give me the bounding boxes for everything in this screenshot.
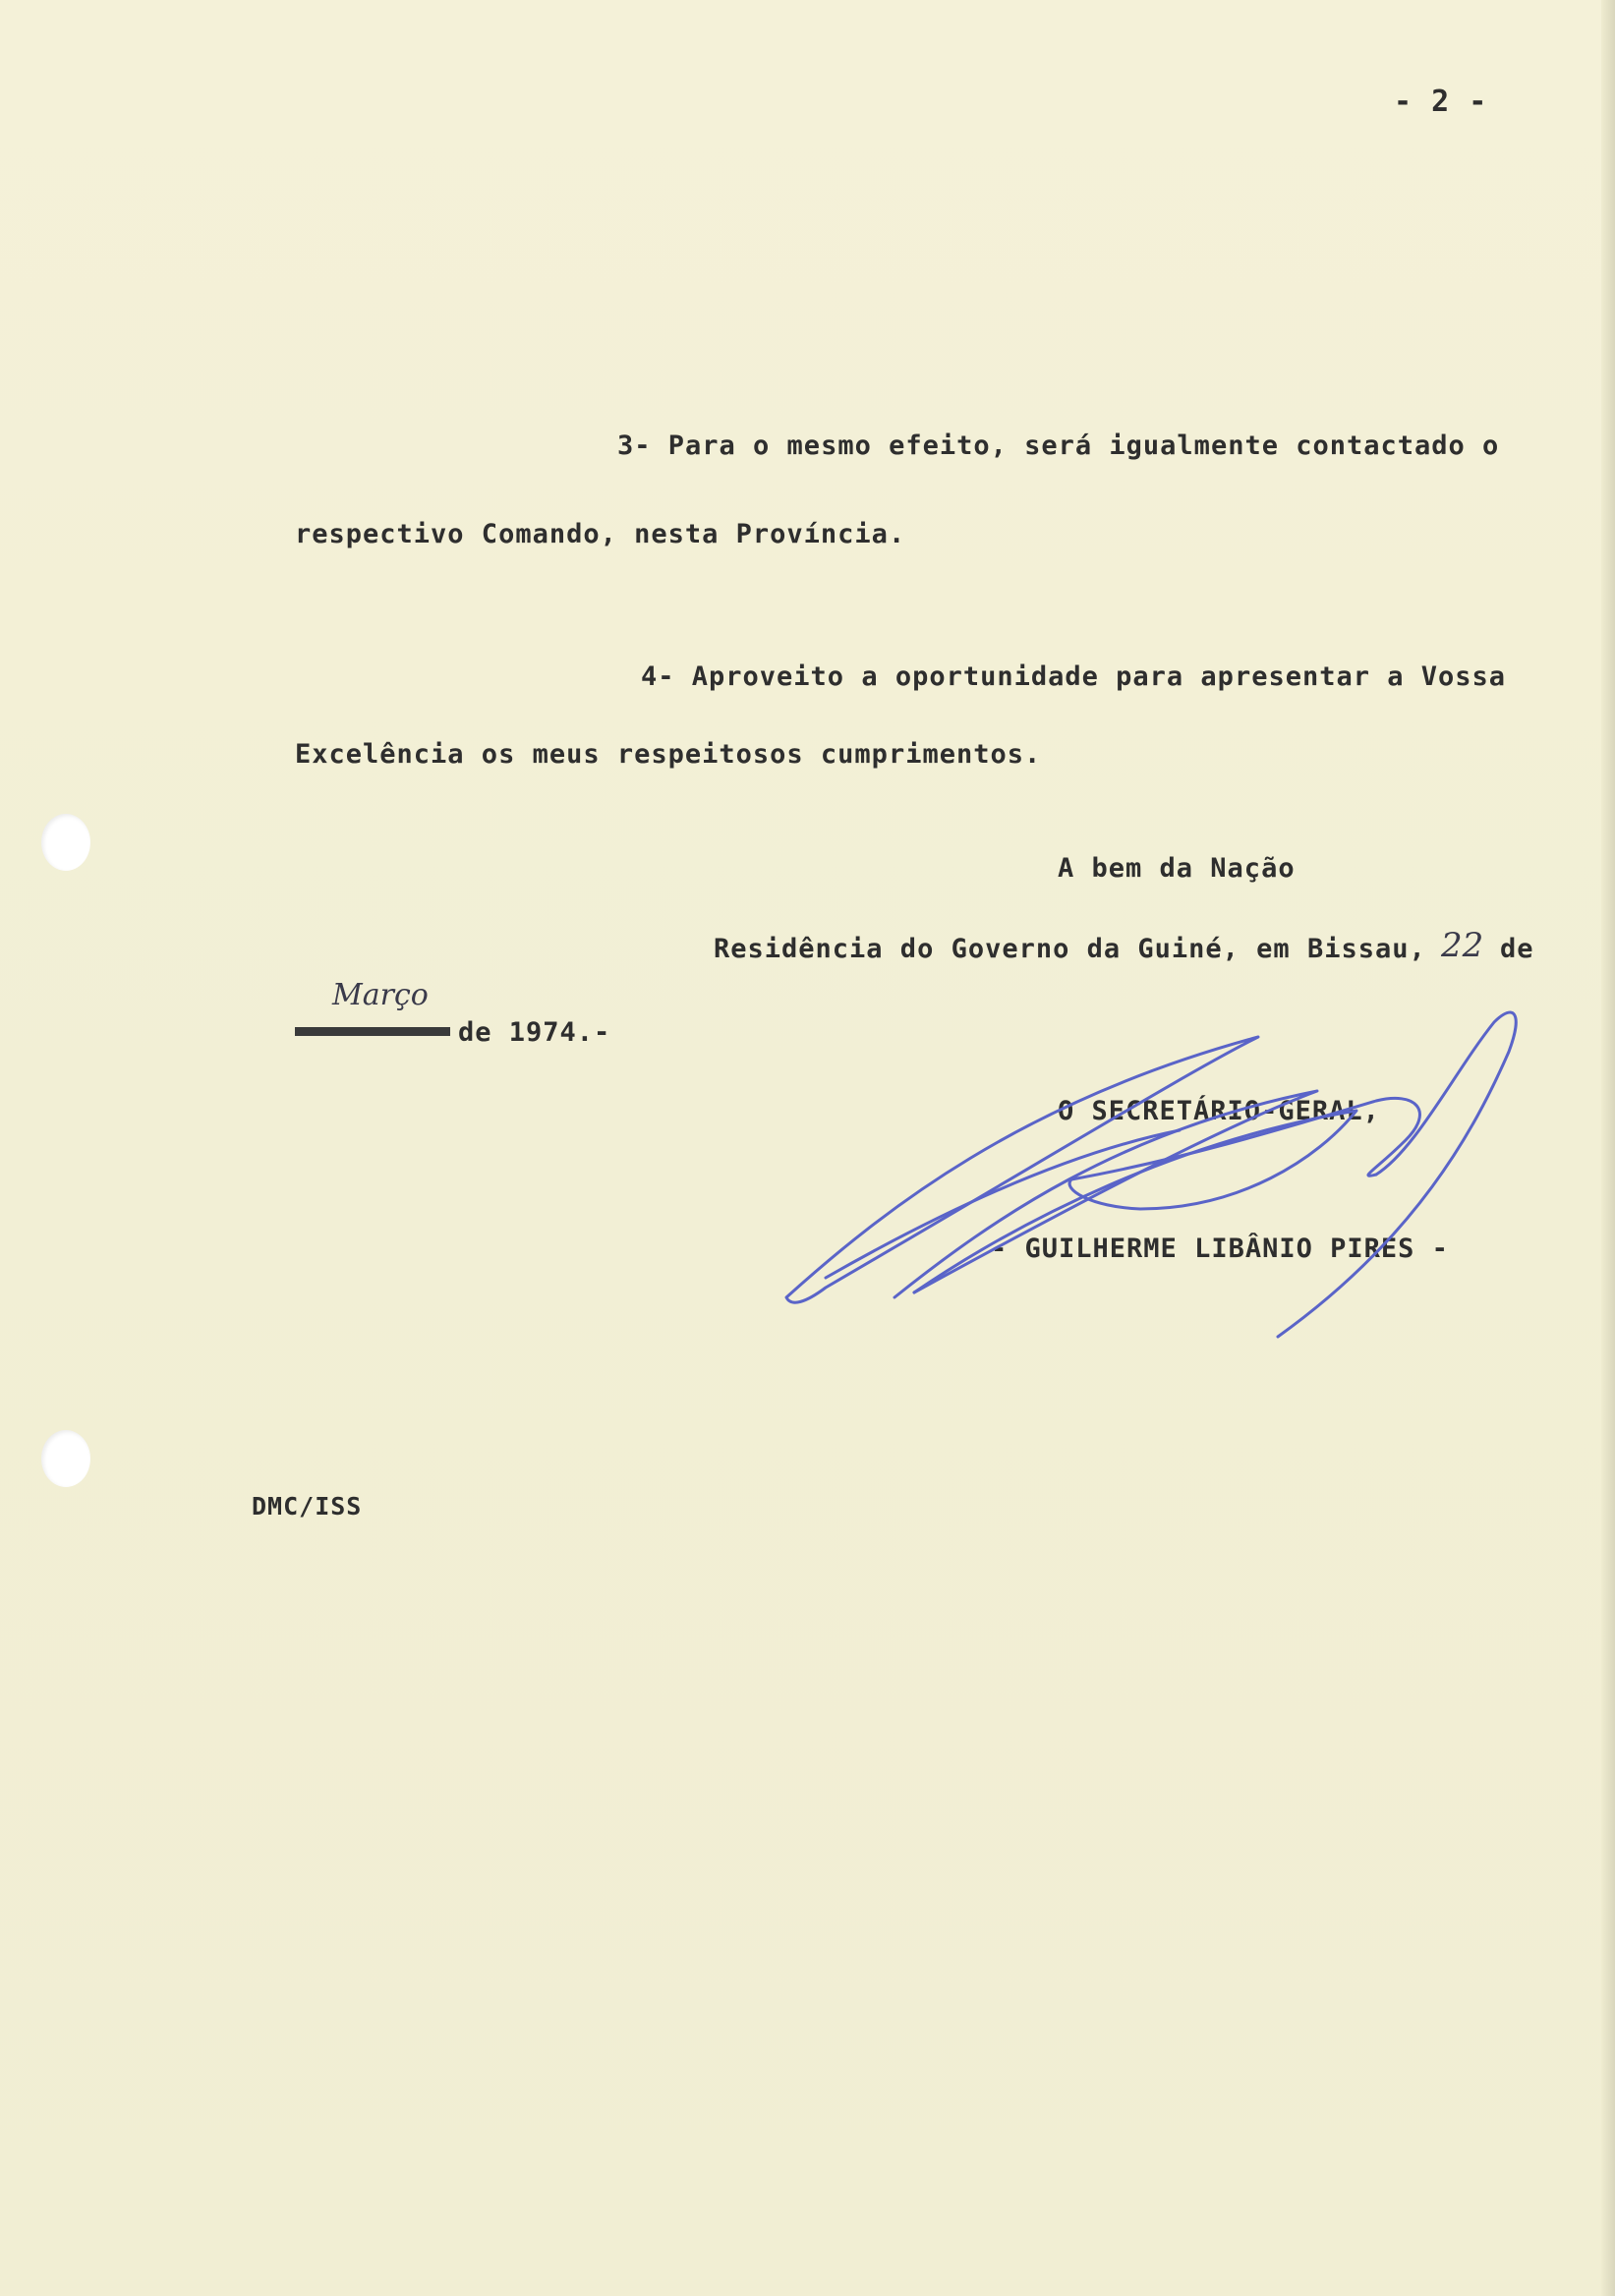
paper-edge bbox=[1601, 0, 1615, 2296]
paragraph-4-line-1: 4- Aproveito a oportunidade para apresentar a Vossa bbox=[641, 661, 1507, 692]
punch-hole-lower bbox=[41, 1430, 90, 1487]
paragraph-3-line-1: 3- Para o mesmo efeito, será igualmente contactado o bbox=[617, 430, 1500, 461]
signatory-title: O SECRETÁRIO-GERAL, bbox=[1058, 1096, 1380, 1126]
handwritten-signature bbox=[767, 983, 1533, 1347]
place-date-de: de bbox=[1500, 934, 1534, 964]
page-number: - 2 - bbox=[1394, 85, 1488, 119]
handwritten-day: 22 bbox=[1441, 926, 1484, 965]
reference-initials: DMC/ISS bbox=[252, 1492, 363, 1521]
paragraph-3-line-2: respectivo Comando, nesta Província. bbox=[295, 519, 906, 549]
signatory-name: - GUILHERME LIBÂNIO PIRES - bbox=[991, 1234, 1449, 1264]
year-line: de 1974.- bbox=[458, 1017, 611, 1048]
closing-salutation: A bem da Nação bbox=[1058, 853, 1296, 884]
struck-out-month bbox=[295, 1027, 450, 1036]
place-date-line: Residência do Governo da Guiné, em Bissau, bbox=[714, 934, 1426, 964]
handwritten-month: Março bbox=[332, 978, 429, 1012]
paragraph-4-line-2: Excelência os meus respeitosos cumprimentos. bbox=[295, 739, 1042, 770]
punch-hole-upper bbox=[41, 814, 90, 871]
